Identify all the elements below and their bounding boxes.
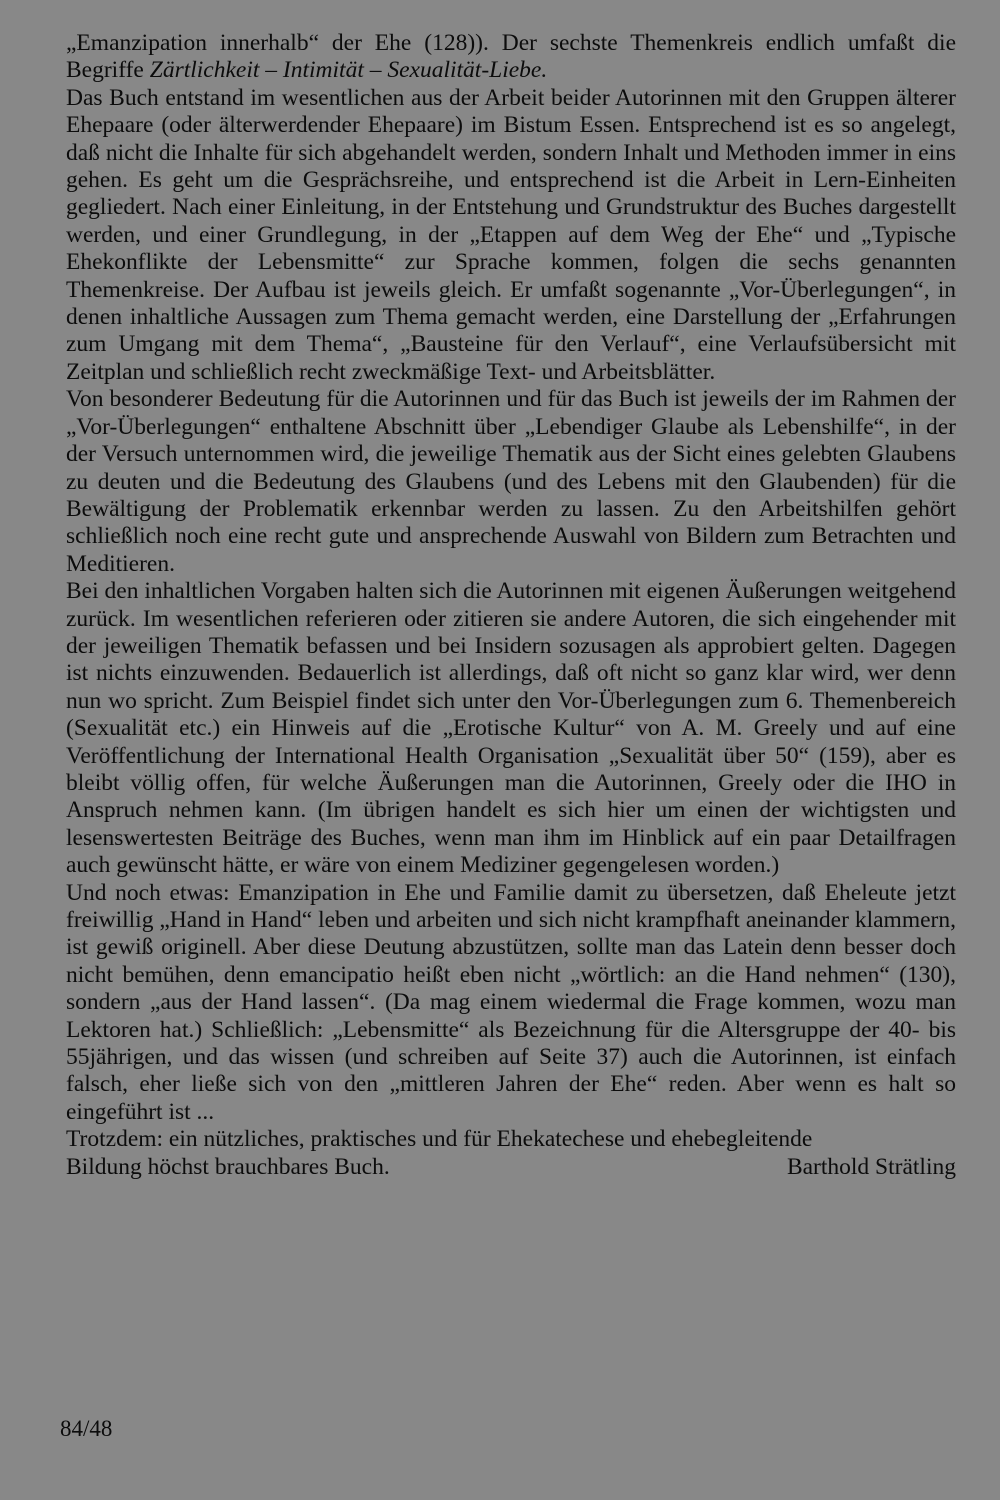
paragraph-book-origin: Das Buch entstand im wesentlichen aus der Arbeit beider Autorinnen mit den Gruppen älterer Ehepaare (oder älterwerdender Ehepaare) im Bistum Essen. Entsprechend ist es so angelegt, daß nicht die Inhalte für sich abgehandelt werden, sondern Inhalt und Methoden immer in eins gehen. Es geht um die Gesprächsreihe, und entsprechend ist die Arbeit in Lern-Einheiten gegliedert. Nach einer Einleitung, in der Entstehung und Grundstruktur des Buches dargestellt werden, und einer Grundlegung, in der „Etappen auf dem Weg der Ehe“ und „Typische Ehekonflikte der Lebensmitte“ zur Sprache kommen, folgen die sechs genannten Themenkreise. Der Aufbau ist jeweils gleich. Er umfaßt sogenannte „Vor-Überlegungen“, in denen inhaltliche Aussagen zum Thema gemacht werden, eine Darstellung der „Erfahrungen zum Umgang mit dem Thema“, „Bausteine für den Verlauf“, eine Verlaufsübersicht mit Zeitplan und schließlich recht zweckmäßige Text- und Arbeitsblätter.: [66, 84, 956, 385]
paragraph-emancipation-critique: Und noch etwas: Emanzipation in Ehe und Familie damit zu übersetzen, daß Eheleute jetzt freiwillig „Hand in Hand“ leben und arbeiten und sich nicht krampfhaft aneinander klammern, ist gewiß originell. Aber diese Deutung abzustützen, sollte man das Latein denn besser doch nicht bemühen, denn emancipatio heißt eben nicht „wörtlich: an die Hand nehmen“ (130), sondern „aus der Hand lassen“. (Da mag einem wiedermal die Frage kommen, wozu man Lektoren hat.) Schließlich: „Lebensmitte“ als Bezeichnung für die Altersgruppe der 40- bis 55jährigen, und das wissen (und schreiben auf Seite 37) auch die Autorinnen, ist einfach falsch, eher ließe sich von den „mittleren Jahren der Ehe“ reden. Aber wenn es halt so eingeführt ist ...: [66, 879, 956, 1125]
conclusion-line-2: Bildung höchst brauchbares Buch.: [66, 1153, 390, 1180]
paragraph-themes: [66, 30, 956, 85]
signature-line: [66, 1154, 956, 1181]
paragraph-content-critique: Bei den inhaltlichen Vorgaben halten sich die Autorinnen mit eigenen Äußerungen weitgehend zurück. Im wesentlichen referieren oder zitieren sie andere Autoren, die sich eingehender mit der jeweiligen Thematik befassen und bei Insidern sozusagen als approbiert gelten. Dagegen ist nichts einzuwenden. Bedauerlich ist allerdings, daß oft nicht so ganz klar wird, wer denn nun wo spricht. Zum Beispiel findet sich unter den Vor-Überlegungen zum 6. Themenbereich (Sexualität etc.) ein Hinweis auf die „Erotische Kultur“ von A. M. Greely und auf eine Veröffentlichung der International Health Organisation „Sexualität über 50“ (159), aber es bleibt völlig offen, für welche Äußerungen man die Autorinnen, Greely oder die IHO in Anspruch nehmen kann. (Im übrigen handelt es sich hier um einen der wichtigsten und lesenswertesten Beiträge des Buches, wenn man ihm im Hinblick auf ein paar Detailfragen auch gewünscht hätte, er wäre von einem Mediziner gegengelesen worden.): [66, 578, 956, 879]
paragraph-conclusion: [66, 1126, 956, 1181]
conclusion-line-1: Trotzdem: ein nützliches, praktisches und für Ehekatechese und ehebegleitende: [66, 1126, 813, 1153]
author-signature: Barthold Strätling: [786, 1153, 956, 1180]
page-number: 84/48: [60, 1416, 113, 1441]
paragraph-living-faith: Von besonderer Bedeutung für die Autorinnen und für das Buch ist jeweils der im Rahmen der „Vor-Überlegungen“ enthaltene Abschnitt über „Lebendiger Glaube als Lebenshilfe“, in der der Versuch unternommen wird, die jeweilige Thematik aus der Sicht eines gelebten Glaubens zu deuten und die Bedeutung des Glaubens (und des Lebens mit den Glaubenden) für die Bewältigung der Problematik erkennbar werden zu lassen. Zu den Arbeitshilfen gehört schließlich noch eine recht gute und ansprechende Auswahl von Bildern zum Betrachten und Meditieren.: [66, 386, 956, 577]
paragraph-themes-text: „Emanzipation innerhalb“ der Ehe (128)). Der sechste Themenkreis endlich umfaßt die Begriffe: [66, 30, 956, 84]
themes-italic-terms: Zärtlichkeit – Intimität – Sexualität-Liebe.: [149, 57, 548, 84]
review-text: [66, 30, 956, 1181]
